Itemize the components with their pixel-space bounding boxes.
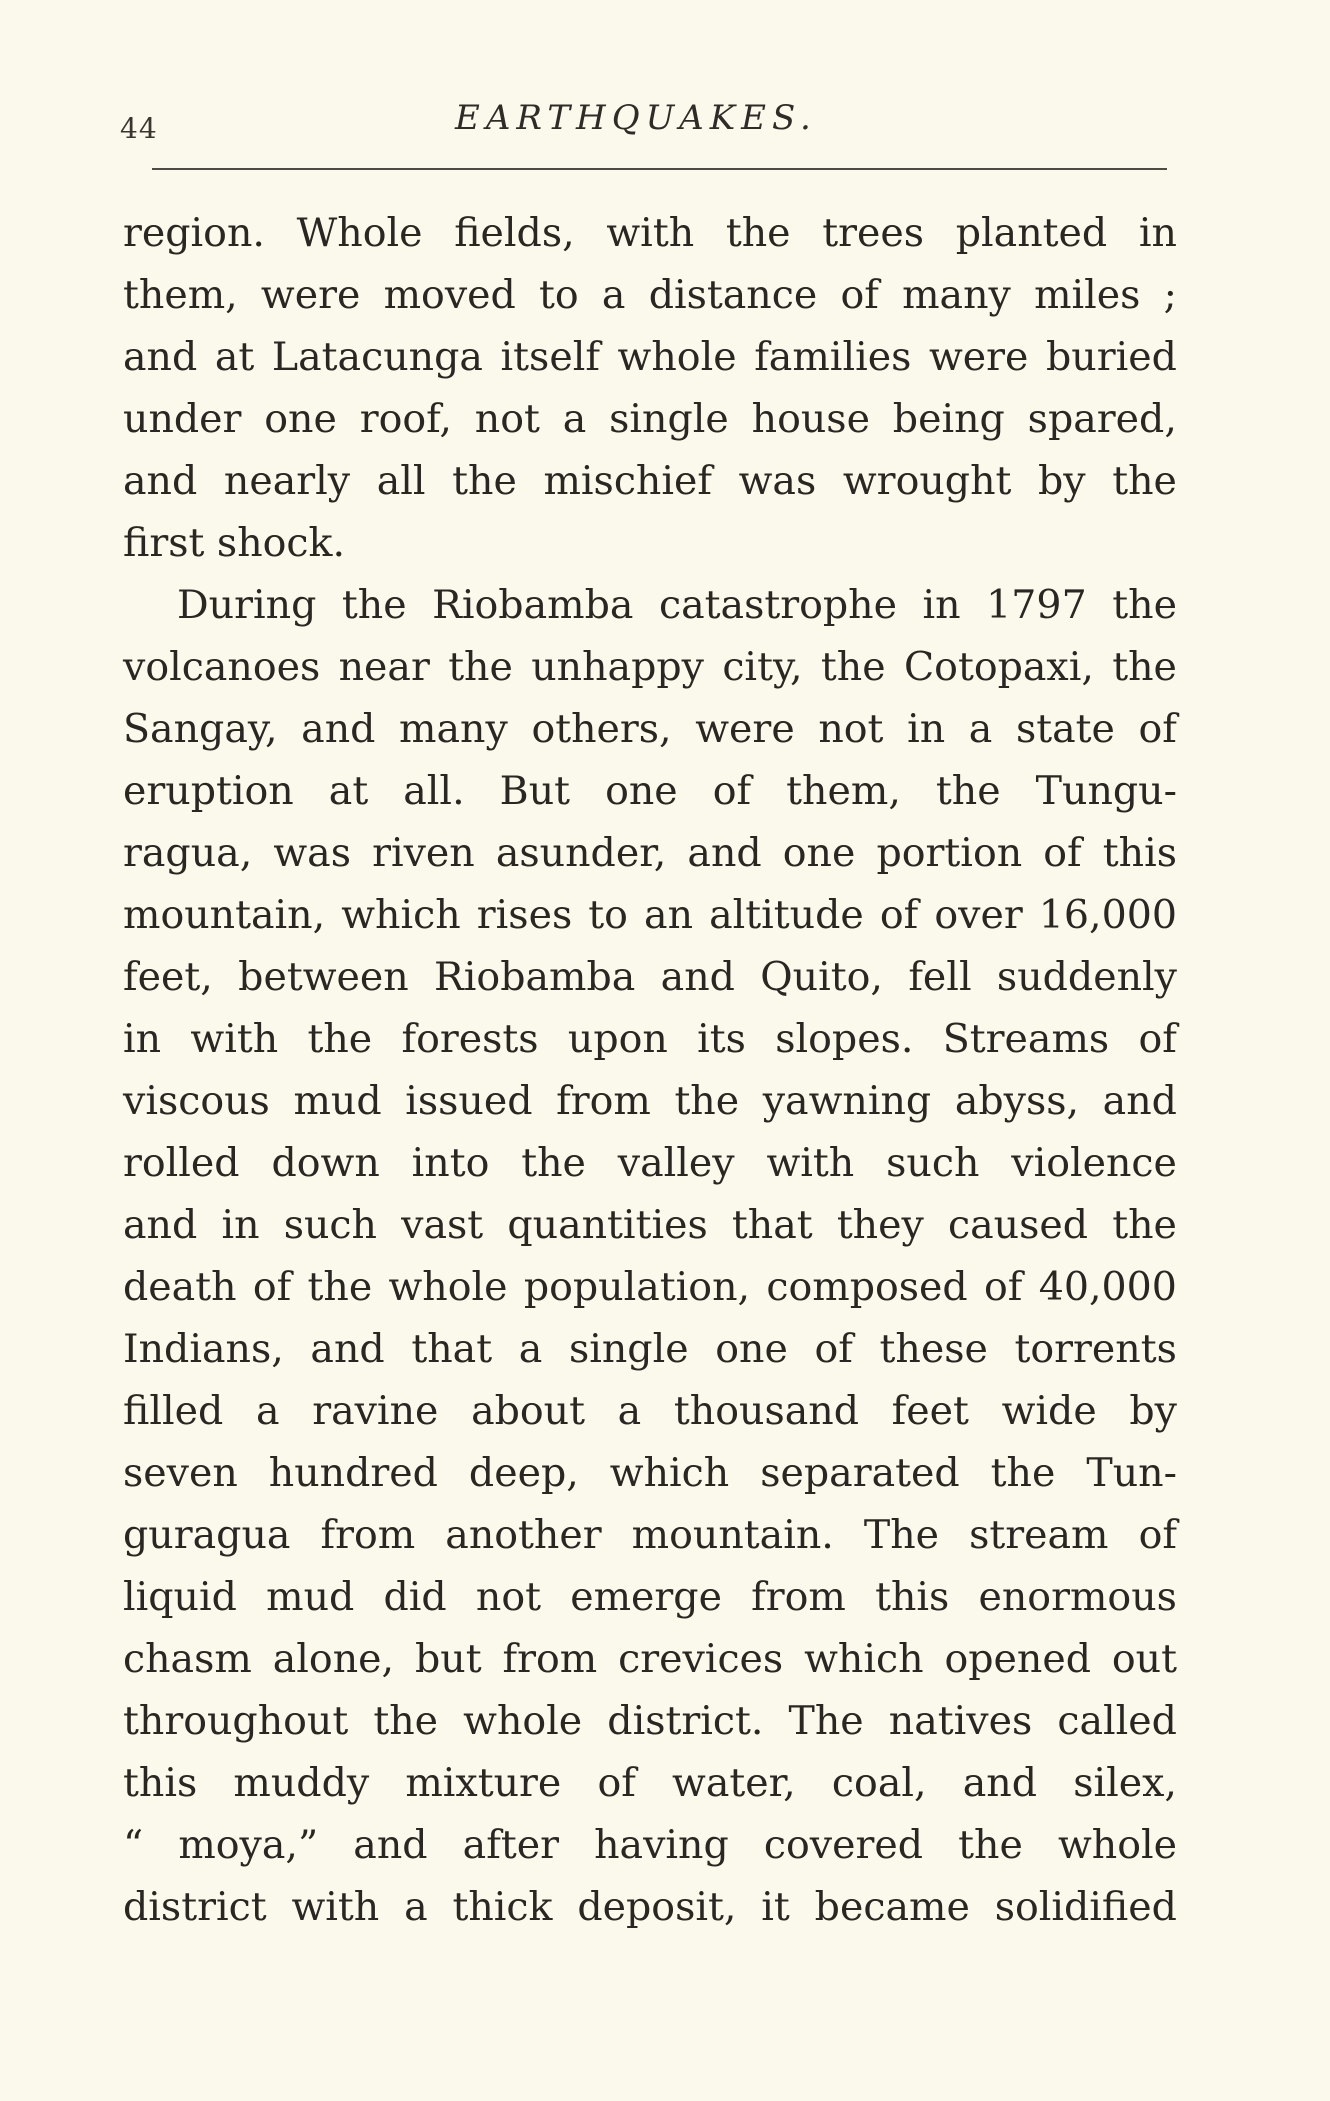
word: in [907, 706, 946, 752]
word: fell [908, 954, 972, 1000]
word: did [383, 1574, 447, 1620]
word: called [1057, 1698, 1177, 1744]
word: this [123, 1760, 198, 1806]
header-rule [152, 168, 1167, 170]
word: the [521, 1140, 586, 1186]
text-line [123, 1566, 1177, 1628]
word: the [674, 1078, 740, 1124]
word: rises [476, 892, 573, 938]
word: being [892, 396, 1005, 442]
word: yawning [762, 1078, 932, 1124]
word: from [320, 1512, 416, 1558]
word: “ [123, 1822, 144, 1868]
word: Sangay, [123, 706, 278, 752]
word: unhappy [531, 644, 704, 690]
word: a [968, 706, 993, 752]
word: opened [944, 1636, 1091, 1682]
word: deep, [468, 1450, 579, 1496]
text-line [123, 636, 1177, 698]
word: this [875, 1574, 950, 1620]
word: separated [760, 1450, 960, 1496]
word: upon [567, 1016, 668, 1062]
text-line [123, 1070, 1177, 1132]
word: to [588, 892, 628, 938]
word: stream [969, 1512, 1109, 1558]
word: planted [955, 210, 1108, 256]
word: the [1112, 1202, 1177, 1248]
word: 16,000 [1038, 892, 1177, 938]
word: a [617, 1388, 642, 1434]
text-line [123, 1318, 1177, 1380]
word: state [1015, 706, 1115, 752]
word: from [502, 1636, 598, 1682]
word: and [962, 1760, 1038, 1806]
text-line [123, 1504, 1177, 1566]
word: covered [763, 1822, 924, 1868]
word: region. [123, 210, 265, 256]
word: ravine [312, 1388, 439, 1434]
word: valley [617, 1140, 735, 1186]
word: caused [948, 1202, 1089, 1248]
word: Quito, [760, 954, 883, 1000]
word: and [687, 830, 762, 876]
word: mud [266, 1574, 355, 1620]
word: and [1102, 1078, 1177, 1124]
text-line [123, 1752, 1177, 1814]
word: they [836, 1202, 924, 1248]
word: quantities [507, 1202, 708, 1248]
word: by [1038, 458, 1086, 504]
word: about [471, 1388, 585, 1434]
word: which [341, 892, 461, 938]
word: it [761, 1884, 790, 1930]
word: down [271, 1140, 380, 1186]
word: ; [1163, 272, 1177, 318]
word: distance [648, 272, 818, 318]
word: and [310, 1326, 385, 1372]
word: with [291, 1884, 380, 1930]
word: many [902, 272, 1011, 318]
text-line [123, 264, 1177, 326]
word: one [605, 768, 678, 814]
word: that [411, 1326, 493, 1372]
word: at [328, 768, 369, 814]
word: and [123, 334, 198, 380]
text-line [123, 450, 1177, 512]
word: wide [1001, 1388, 1097, 1434]
word: in [1138, 210, 1177, 256]
word: forests [401, 1016, 539, 1062]
word: death [123, 1264, 237, 1310]
word: mountain, [123, 892, 326, 938]
word: in [922, 582, 961, 628]
word: buried [1046, 334, 1177, 380]
word: of [1043, 830, 1082, 876]
word: Whole [296, 210, 423, 256]
word: the [990, 1450, 1056, 1496]
word: coal, [831, 1760, 927, 1806]
word: the [1112, 458, 1177, 504]
word: in [123, 1016, 162, 1062]
word: and [301, 706, 376, 752]
word: spared, [1027, 396, 1177, 442]
word: throughout [123, 1698, 349, 1744]
word: one [782, 830, 856, 876]
word: vast [401, 1202, 484, 1248]
word: mud [293, 1078, 382, 1124]
word: was [738, 458, 817, 504]
word: of [597, 1760, 636, 1806]
word: of [252, 1264, 292, 1310]
word: a [255, 1388, 280, 1434]
word: of [1138, 1016, 1177, 1062]
word: district. [607, 1698, 764, 1744]
word: these [879, 1326, 988, 1372]
word: viscous [123, 1078, 270, 1124]
word: were [260, 272, 361, 318]
word: of [712, 768, 752, 814]
word: ragua, [123, 830, 253, 876]
text-line [123, 1008, 1177, 1070]
word: deposit, [577, 1884, 737, 1930]
word: water, [672, 1760, 796, 1806]
word: which [804, 1636, 924, 1682]
word: another [445, 1512, 602, 1558]
word: with [766, 1140, 855, 1186]
text-line [123, 388, 1177, 450]
word: the [1112, 582, 1177, 628]
word: population, [523, 1264, 751, 1310]
word: whole [1057, 1822, 1177, 1868]
word: mischief [543, 458, 713, 504]
word: portion [876, 830, 1023, 876]
word: all [376, 458, 426, 504]
word: the [448, 644, 513, 690]
word: natives [888, 1698, 1033, 1744]
word: from [556, 1078, 651, 1124]
word: single [609, 396, 729, 442]
word: and [123, 458, 198, 504]
word: them, [123, 272, 238, 318]
word: liquid [123, 1574, 237, 1620]
word: and [353, 1822, 428, 1868]
word: muddy [233, 1760, 370, 1806]
word: a [404, 1884, 428, 1930]
word: suddenly [996, 954, 1177, 1000]
word: emerge [570, 1574, 722, 1620]
word: of [879, 892, 919, 938]
word: Tun- [1086, 1450, 1177, 1496]
word: after [462, 1822, 559, 1868]
text-line [123, 1814, 1177, 1876]
word: itself [500, 334, 600, 380]
word: a [518, 1326, 543, 1372]
word: silex, [1073, 1760, 1177, 1806]
word: the [307, 1264, 373, 1310]
word: solidified [994, 1884, 1177, 1930]
word: slopes. [775, 1016, 914, 1062]
word: district [123, 1884, 267, 1930]
word: miles [1034, 272, 1141, 318]
word: having [594, 1822, 729, 1868]
word: the [341, 582, 407, 628]
word: trees [822, 210, 925, 256]
word: wrought [842, 458, 1012, 504]
word: not [474, 396, 540, 442]
word: of [1138, 1512, 1177, 1558]
text-line [123, 1876, 1177, 1938]
text-line [123, 760, 1177, 822]
text-line [123, 698, 1177, 760]
word: thick [452, 1884, 553, 1930]
word: under [123, 396, 242, 442]
word: the [452, 458, 517, 504]
word: mixture [405, 1760, 562, 1806]
word: composed [766, 1264, 968, 1310]
word: others, [531, 706, 672, 752]
word: feet [891, 1388, 969, 1434]
word: this [1102, 830, 1177, 876]
word: between [238, 954, 409, 1000]
word: altitude [709, 892, 864, 938]
text-line [123, 202, 1177, 264]
word: seven [123, 1450, 238, 1496]
word: with [606, 210, 695, 256]
word: issued [405, 1078, 533, 1124]
word: house [751, 396, 870, 442]
word: Latacunga [271, 334, 483, 380]
word: and [123, 1202, 198, 1248]
word: asunder, [495, 830, 667, 876]
word: families [754, 334, 912, 380]
word: them, [786, 768, 901, 814]
word: became [814, 1884, 970, 1930]
word: at [214, 334, 255, 380]
word: over [934, 892, 1023, 938]
word: But [499, 768, 571, 814]
word: one [715, 1326, 788, 1372]
word: were [695, 706, 795, 752]
word: nearly [223, 458, 351, 504]
word: whole [617, 334, 737, 380]
word: city, [722, 644, 803, 690]
word: hundred [268, 1450, 438, 1496]
text-line [123, 822, 1177, 884]
word: which [609, 1450, 730, 1496]
word: riven [372, 830, 475, 876]
word: abyss, [954, 1078, 1080, 1124]
word: a [601, 272, 626, 318]
word: many [399, 706, 508, 752]
word: single [568, 1326, 689, 1372]
word: thousand [673, 1388, 859, 1434]
word: alone, [272, 1636, 395, 1682]
word: but [414, 1636, 482, 1682]
word: near [338, 644, 430, 690]
word: such [283, 1202, 377, 1248]
word: The [788, 1698, 864, 1744]
word: the [373, 1698, 439, 1744]
word: to [539, 272, 579, 318]
text-line [123, 1132, 1177, 1194]
word: in [221, 1202, 260, 1248]
text-line [123, 1690, 1177, 1752]
word: 40,000 [1038, 1264, 1177, 1310]
word: torrents [1014, 1326, 1177, 1372]
word: of [984, 1264, 1023, 1310]
word: feet, [123, 954, 213, 1000]
page-number: 44 [120, 112, 158, 145]
word: filled [123, 1388, 224, 1434]
word: that [731, 1202, 813, 1248]
word: volcanoes [123, 644, 321, 690]
word: the [958, 1822, 1023, 1868]
text-line: first shock. [123, 520, 346, 566]
word: such [886, 1140, 980, 1186]
word: not [475, 1574, 541, 1620]
word: 1797 [986, 582, 1087, 628]
word: the [820, 644, 886, 690]
word: chasm [123, 1636, 252, 1682]
word: a [562, 396, 587, 442]
word: Indians, [123, 1326, 284, 1372]
body-text [123, 202, 1177, 1938]
word: Cotopaxi, [903, 644, 1094, 690]
word: all. [403, 768, 465, 814]
word: During [177, 582, 317, 628]
word: guragua [123, 1512, 291, 1558]
word: of [840, 272, 879, 318]
word: fields, [454, 210, 575, 256]
word: enormous [978, 1574, 1177, 1620]
word: the [1112, 644, 1177, 690]
text-line [123, 1628, 1177, 1690]
text-line [123, 574, 1177, 636]
word: violence [1011, 1140, 1177, 1186]
word: rolled [123, 1140, 240, 1186]
word: whole [388, 1264, 508, 1310]
word: catastrophe [658, 582, 897, 628]
word: of [814, 1326, 853, 1372]
running-head: EARTHQUAKES. [455, 98, 817, 138]
word: crevices [618, 1636, 784, 1682]
text-line [123, 884, 1177, 946]
word: the [935, 768, 1001, 814]
word: into [411, 1140, 490, 1186]
word: was [273, 830, 351, 876]
text-line [123, 946, 1177, 1008]
word: by [1129, 1388, 1177, 1434]
word: and [660, 954, 735, 1000]
word: roof, [359, 396, 452, 442]
text-line [123, 1380, 1177, 1442]
word: mountain. [631, 1512, 834, 1558]
word: The [863, 1512, 940, 1558]
word: from [751, 1574, 846, 1620]
word: moved [383, 272, 516, 318]
text-line [123, 326, 1177, 388]
word: its [697, 1016, 746, 1062]
word: moya,” [178, 1822, 319, 1868]
word: of [1138, 706, 1177, 752]
word: were [928, 334, 1029, 380]
word: with [190, 1016, 279, 1062]
text-line [123, 1256, 1177, 1318]
word: out [1111, 1636, 1177, 1682]
word: one [264, 396, 337, 442]
word: Tungu- [1035, 768, 1177, 814]
word: Streams [942, 1016, 1110, 1062]
word: Riobamba [432, 582, 634, 628]
word: Riobamba [434, 954, 636, 1000]
word: eruption [123, 768, 294, 814]
word: not [818, 706, 884, 752]
word: the [307, 1016, 373, 1062]
text-line [123, 1442, 1177, 1504]
text-line [123, 1194, 1177, 1256]
word: the [725, 210, 791, 256]
word: whole [463, 1698, 583, 1744]
word: an [644, 892, 694, 938]
